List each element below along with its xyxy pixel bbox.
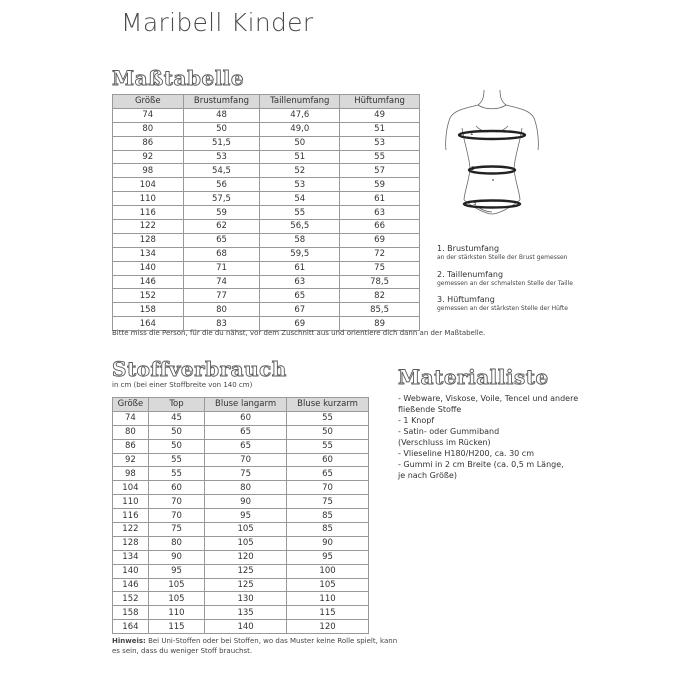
measure-cell-hip: 89 (340, 317, 420, 331)
measure-cell-hip: 53 (340, 136, 420, 150)
fabric-cell-size: 80 (113, 425, 149, 439)
measure-cell-chest: 80 (183, 303, 260, 317)
fabric-cell-size: 134 (113, 550, 149, 564)
measure-cell-hip: 59 (340, 178, 420, 192)
figure-marker-2: 2 (471, 166, 475, 172)
measure-row (113, 220, 420, 234)
legend-hip-title: 3. Hüftumfang (437, 295, 495, 304)
measure-row (113, 178, 420, 192)
measure-cell-waist: 63 (260, 275, 340, 289)
measure-cell-chest: 59 (183, 206, 260, 220)
fabric-cell-long: 80 (205, 481, 287, 495)
fabric-row (113, 592, 369, 606)
fabric-cell-top: 55 (148, 467, 204, 481)
fabric-cell-long: 90 (205, 495, 287, 509)
fabric-row (113, 425, 369, 439)
measure-cell-chest: 48 (183, 108, 260, 122)
fabric-cell-top: 55 (148, 453, 204, 467)
fabric-cell-long: 105 (205, 536, 287, 550)
fabric-cell-short: 50 (287, 425, 369, 439)
fabric-cell-top: 45 (148, 411, 204, 425)
measure-cell-size: 86 (113, 136, 184, 150)
measure-row (113, 108, 420, 122)
body-outline-icon (440, 88, 544, 228)
measure-cell-waist: 52 (260, 164, 340, 178)
measure-header-waist: Taillenumfang (260, 95, 340, 109)
measure-cell-chest: 74 (183, 275, 260, 289)
measure-cell-chest: 68 (183, 247, 260, 261)
fabric-cell-long: 140 (205, 620, 287, 634)
measure-cell-waist: 55 (260, 206, 340, 220)
measure-cell-waist: 51 (260, 150, 340, 164)
fabric-cell-size: 74 (113, 411, 149, 425)
fabric-cell-size: 104 (113, 481, 149, 495)
fabric-cell-size: 140 (113, 564, 149, 578)
fabric-cell-size: 110 (113, 495, 149, 509)
legend-chest-sub: an der stärksten Stelle der Brust gemessen (437, 254, 568, 261)
legend-hip-sub: gemessen an der stärksten Stelle der Hüfte (437, 305, 568, 312)
hint-label: Hinweis: (112, 637, 146, 645)
fabric-cell-top: 110 (148, 606, 204, 620)
measure-cell-size: 146 (113, 275, 184, 289)
measure-row (113, 122, 420, 136)
hint-line-1: Bei Uni-Stoffen oder bei Stoffen, wo das Muster keine Rolle spielt, kann (148, 637, 398, 645)
measure-section-title: Maßtabelle (112, 66, 245, 90)
measure-row (113, 247, 420, 261)
measure-cell-waist: 56,5 (260, 220, 340, 234)
measure-row (113, 150, 420, 164)
measure-cell-waist: 59,5 (260, 247, 340, 261)
measure-cell-waist: 53 (260, 178, 340, 192)
fabric-cell-size: 98 (113, 467, 149, 481)
fabric-cell-top: 75 (148, 523, 204, 537)
fabric-cell-top: 95 (148, 564, 204, 578)
fabric-cell-short: 75 (287, 495, 369, 509)
measure-cell-size: 122 (113, 220, 184, 234)
fabric-cell-long: 95 (205, 509, 287, 523)
measure-cell-size: 158 (113, 303, 184, 317)
fabric-header-size: Größe (113, 398, 149, 412)
fabric-cell-short: 85 (287, 509, 369, 523)
material-line: fließende Stoffe (398, 405, 462, 414)
material-line: - Vlieseline H180/H200, ca. 30 cm (398, 449, 534, 458)
material-line: - Webware, Viskose, Voile, Tencel und andere (398, 394, 579, 403)
measure-row (113, 261, 420, 275)
fabric-cell-size: 116 (113, 509, 149, 523)
legend-chest (437, 244, 567, 261)
legend-hip (437, 295, 568, 312)
measure-cell-chest: 62 (183, 220, 260, 234)
fabric-row (113, 439, 369, 453)
fabric-cell-top: 105 (148, 578, 204, 592)
fabric-row (113, 411, 369, 425)
fabric-cell-short: 60 (287, 453, 369, 467)
fabric-row (113, 495, 369, 509)
measure-header-hip: Hüftumfang (340, 95, 420, 109)
measure-cell-size: 92 (113, 150, 184, 164)
measure-cell-size: 98 (113, 164, 184, 178)
fabric-cell-long: 65 (205, 439, 287, 453)
fabric-row (113, 509, 369, 523)
fabric-cell-short: 85 (287, 523, 369, 537)
fabric-cell-size: 146 (113, 578, 149, 592)
measure-row (113, 136, 420, 150)
brand-title: Maribell Kinder (121, 8, 314, 37)
fabric-row (113, 564, 369, 578)
fabric-cell-top: 90 (148, 550, 204, 564)
measure-cell-chest: 57,5 (183, 192, 260, 206)
legend-waist-sub: gemessen an der schmalsten Stelle der Taille (437, 280, 573, 287)
measure-cell-hip: 75 (340, 261, 420, 275)
figure-marker-1: 1 (470, 131, 474, 137)
fabric-cell-size: 86 (113, 439, 149, 453)
measure-note: Bitte miss die Person, für die du nähst, vor dem Zuschnitt aus und orientiere dich dann an der Maßtabelle. (112, 329, 486, 337)
fabric-cell-size: 152 (113, 592, 149, 606)
measure-table-body (113, 108, 420, 330)
fabric-cell-long: 105 (205, 523, 287, 537)
fabric-row (113, 467, 369, 481)
measure-cell-hip: 72 (340, 247, 420, 261)
measure-cell-size: 104 (113, 178, 184, 192)
fabric-cell-top: 115 (148, 620, 204, 634)
measure-cell-size: 152 (113, 289, 184, 303)
fabric-cell-short: 65 (287, 467, 369, 481)
measure-cell-waist: 50 (260, 136, 340, 150)
fabric-cell-top: 50 (148, 439, 204, 453)
fabric-cell-long: 130 (205, 592, 287, 606)
fabric-cell-short: 110 (287, 592, 369, 606)
fabric-header-long: Bluse langarm (205, 398, 287, 412)
measure-row (113, 164, 420, 178)
measure-cell-waist: 67 (260, 303, 340, 317)
measure-row (113, 206, 420, 220)
fabric-cell-long: 125 (205, 578, 287, 592)
fabric-cell-short: 120 (287, 620, 369, 634)
fabric-cell-long: 70 (205, 453, 287, 467)
fabric-row (113, 536, 369, 550)
fabric-cell-size: 122 (113, 523, 149, 537)
measure-cell-size: 164 (113, 317, 184, 331)
fabric-hint (112, 636, 402, 656)
measure-header-row (113, 95, 420, 109)
fabric-cell-size: 128 (113, 536, 149, 550)
measure-cell-waist: 61 (260, 261, 340, 275)
fabric-cell-long: 120 (205, 550, 287, 564)
fabric-cell-top: 50 (148, 425, 204, 439)
material-line: (Verschluss im Rücken) (398, 438, 491, 447)
fabric-cell-long: 60 (205, 411, 287, 425)
legend-chest-title: 1. Brustumfang (437, 244, 500, 253)
material-section-title: Materialliste (398, 365, 549, 389)
fabric-row (113, 578, 369, 592)
measure-cell-chest: 77 (183, 289, 260, 303)
fabric-cell-short: 55 (287, 439, 369, 453)
measure-cell-waist: 58 (260, 233, 340, 247)
measure-cell-hip: 85,5 (340, 303, 420, 317)
measure-cell-chest: 71 (183, 261, 260, 275)
material-list (398, 393, 578, 481)
fabric-cell-short: 70 (287, 481, 369, 495)
fabric-cell-short: 95 (287, 550, 369, 564)
measure-cell-hip: 63 (340, 206, 420, 220)
hint-line-2: es sein, dass du weniger Stoff brauchst. (112, 647, 253, 655)
measure-cell-chest: 83 (183, 317, 260, 331)
measure-row (113, 303, 420, 317)
material-line: je nach Größe) (398, 471, 457, 480)
legend-waist-title: 2. Taillenumfang (437, 270, 504, 279)
measure-cell-waist: 54 (260, 192, 340, 206)
measure-cell-size: 110 (113, 192, 184, 206)
fabric-cell-long: 75 (205, 467, 287, 481)
fabric-cell-top: 70 (148, 495, 204, 509)
fabric-row (113, 620, 369, 634)
measure-row (113, 289, 420, 303)
fabric-cell-short: 105 (287, 578, 369, 592)
fabric-cell-short: 100 (287, 564, 369, 578)
fabric-row (113, 523, 369, 537)
measure-cell-size: 128 (113, 233, 184, 247)
fabric-cell-long: 125 (205, 564, 287, 578)
fabric-header-top: Top (148, 398, 204, 412)
measure-cell-chest: 50 (183, 122, 260, 136)
fabric-cell-long: 135 (205, 606, 287, 620)
measure-cell-size: 134 (113, 247, 184, 261)
fabric-cell-short: 55 (287, 411, 369, 425)
measure-cell-chest: 65 (183, 233, 260, 247)
measure-cell-waist: 65 (260, 289, 340, 303)
fabric-cell-top: 80 (148, 536, 204, 550)
measure-cell-chest: 56 (183, 178, 260, 192)
material-line: - 1 Knopf (398, 416, 435, 425)
measure-header-chest: Brustumfang (183, 95, 260, 109)
fabric-subtitle: in cm (bei einer Stoffbreite von 140 cm) (112, 381, 253, 389)
measure-cell-waist: 49,0 (260, 122, 340, 136)
measure-cell-chest: 51,5 (183, 136, 260, 150)
fabric-cell-top: 105 (148, 592, 204, 606)
measure-header-size: Größe (113, 95, 184, 109)
body-measurement-figure (440, 88, 544, 232)
legend-waist (437, 270, 573, 287)
fabric-cell-top: 70 (148, 509, 204, 523)
fabric-row (113, 453, 369, 467)
measure-cell-size: 116 (113, 206, 184, 220)
fabric-cell-long: 65 (205, 425, 287, 439)
measure-cell-size: 80 (113, 122, 184, 136)
material-line: - Gummi in 2 cm Breite (ca. 0,5 m Länge, (398, 460, 564, 469)
fabric-header-row (113, 398, 369, 412)
fabric-cell-size: 92 (113, 453, 149, 467)
measure-cell-size: 74 (113, 108, 184, 122)
fabric-row (113, 606, 369, 620)
fabric-section-title: Stoffverbrauch (112, 357, 287, 381)
measure-cell-waist: 47,6 (260, 108, 340, 122)
measure-cell-hip: 61 (340, 192, 420, 206)
measure-cell-chest: 54,5 (183, 164, 260, 178)
fabric-table (112, 397, 369, 634)
figure-marker-3: 3 (473, 201, 477, 207)
fabric-table-body (113, 411, 369, 633)
measure-row (113, 192, 420, 206)
measure-cell-waist: 69 (260, 317, 340, 331)
measure-cell-hip: 82 (340, 289, 420, 303)
fabric-cell-short: 90 (287, 536, 369, 550)
measure-row (113, 275, 420, 289)
measure-cell-hip: 69 (340, 233, 420, 247)
fabric-cell-size: 164 (113, 620, 149, 634)
fabric-header-short: Bluse kurzarm (287, 398, 369, 412)
measure-cell-chest: 53 (183, 150, 260, 164)
fabric-cell-size: 158 (113, 606, 149, 620)
measure-cell-hip: 55 (340, 150, 420, 164)
fabric-cell-short: 115 (287, 606, 369, 620)
measure-cell-size: 140 (113, 261, 184, 275)
measure-table (112, 94, 420, 331)
measure-cell-hip: 51 (340, 122, 420, 136)
fabric-cell-top: 60 (148, 481, 204, 495)
measure-cell-hip: 78,5 (340, 275, 420, 289)
measure-row (113, 233, 420, 247)
material-line: - Satin- oder Gummiband (398, 427, 500, 436)
fabric-row (113, 550, 369, 564)
measure-cell-hip: 66 (340, 220, 420, 234)
measure-cell-hip: 49 (340, 108, 420, 122)
measure-cell-hip: 57 (340, 164, 420, 178)
fabric-row (113, 481, 369, 495)
